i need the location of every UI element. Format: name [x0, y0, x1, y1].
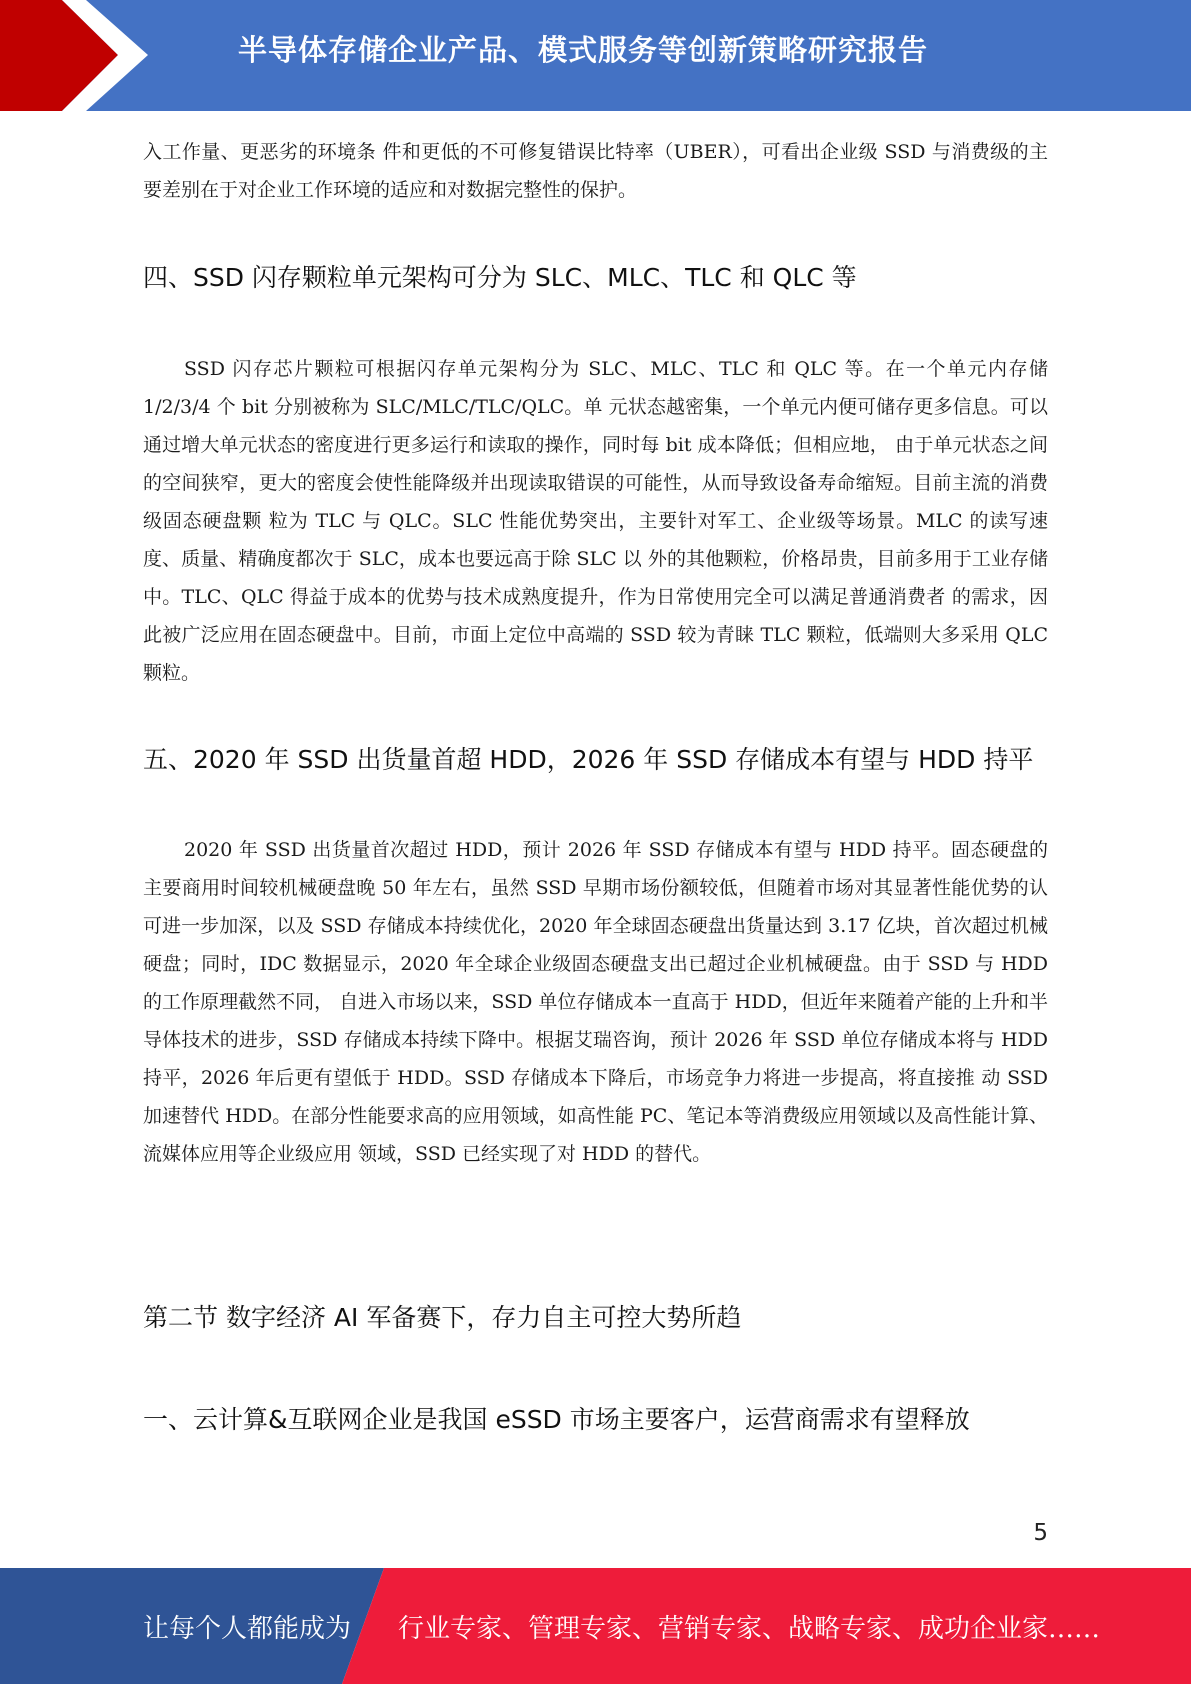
- page-header: [0, 0, 1191, 111]
- report-title: 半导体存储企业产品、模式服务等创新策略研究报告: [238, 33, 929, 67]
- page-footer: [0, 1568, 1191, 1684]
- section-1-heading: 一、云计算&互联网企业是我国 eSSD 市场主要客户，运营商需求有望释放: [143, 1405, 970, 1434]
- section-4-heading: 四、SSD 闪存颗粒单元架构可分为 SLC、MLC、TLC 和 QLC 等: [143, 263, 857, 292]
- header-arrow-decoration: [0, 0, 160, 111]
- section-4-paragraph: SSD 闪存芯片颗粒可根据闪存单元架构分为 SLC、MLC、TLC 和 QLC 等。在一个单元内存储 1/2/3/4 个 bit 分别被称为 SLC/MLC/TLC/QLC。单 元状态越密集，一个单元内便可储存更多信息。可以通过增大单元状态的密度进行更多运行和读取的操作，同时每 bit 成本降低；但相应地， 由于单元状态之间的空间狭窄，更大的密度会使性能降级并出现读取错误的可能性，从而导致设备寿命缩短。目前主流的消费级固态硬盘颗 粒为 TLC 与 QLC。SLC 性能优势突出，主要针对军工、企业级等场景。MLC 的读写速度、质量、精确度都次于 SLC，成本也要远高于除 SLC 以 外的其他颗粒，价格昂贵，目前多用于工业存储中。TLC、QLC 得益于成本的优势与技术成熟度提升，作为日常使用完全可以满足普通消费者 的需求，因此被广泛应用在固态硬盘中。目前，市面上定位中高端的 SSD 较为青睐 TLC 颗粒，低端则大多采用 QLC 颗粒。: [143, 358, 1048, 684]
- intro-paragraph: 入工作量、更恶劣的环境条 件和更低的不可修复错误比特率（UBER），可看出企业级 SSD 与消费级的主要差别在于对企业工作环境的适应和对数据完整性的保护。: [143, 141, 1048, 201]
- section-5-heading: 五、2020 年 SSD 出货量首超 HDD，2026 年 SSD 存储成本有望与 HDD 持平: [143, 745, 1034, 774]
- chapter-2-heading: 第二节 数字经济 AI 军备赛下，存力自主可控大势所趋: [143, 1303, 742, 1332]
- section-5-paragraph: 2020 年 SSD 出货量首次超过 HDD，预计 2026 年 SSD 存储成本有望与 HDD 持平。固态硬盘的主要商用时间较机械硬盘晚 50 年左右，虽然 SSD 早期市场份额较低，但随着市场对其显著性能优势的认可进一步加深，以及 SSD 存储成本持续优化，2020 年全球固态硬盘出货量达到 3.17 亿块，首次超过机械硬盘；同时，IDC 数据显示，2020 年全球企业级固态硬盘支出已超过企业机械硬盘。由于 SSD 与 HDD 的工作原理截然不同， 自进入市场以来，SSD 单位存储成本一直高于 HDD，但近年来随着产能的上升和半导体技术的进步，SSD 存储成本持续下降中。根据艾瑞咨询，预计 2026 年 SSD 单位存储成本将与 HDD 持平，2026 年后更有望低于 HDD。SSD 存储成本下降后，市场竞争力将进一步提高，将直接推 动 SSD 加速替代 HDD。在部分性能要求高的应用领域，如高性能 PC、笔记本等消费级应用领域以及高性能计算、流媒体应用等企业级应用 领域，SSD 已经实现了对 HDD 的替代。: [143, 839, 1048, 1165]
- footer-slogan-right: 行业专家、管理专家、营销专家、战略专家、成功企业家……: [398, 1614, 1101, 1644]
- footer-slogan-left: 让每个人都能成为: [143, 1614, 352, 1644]
- page-number: 5: [1033, 1520, 1048, 1546]
